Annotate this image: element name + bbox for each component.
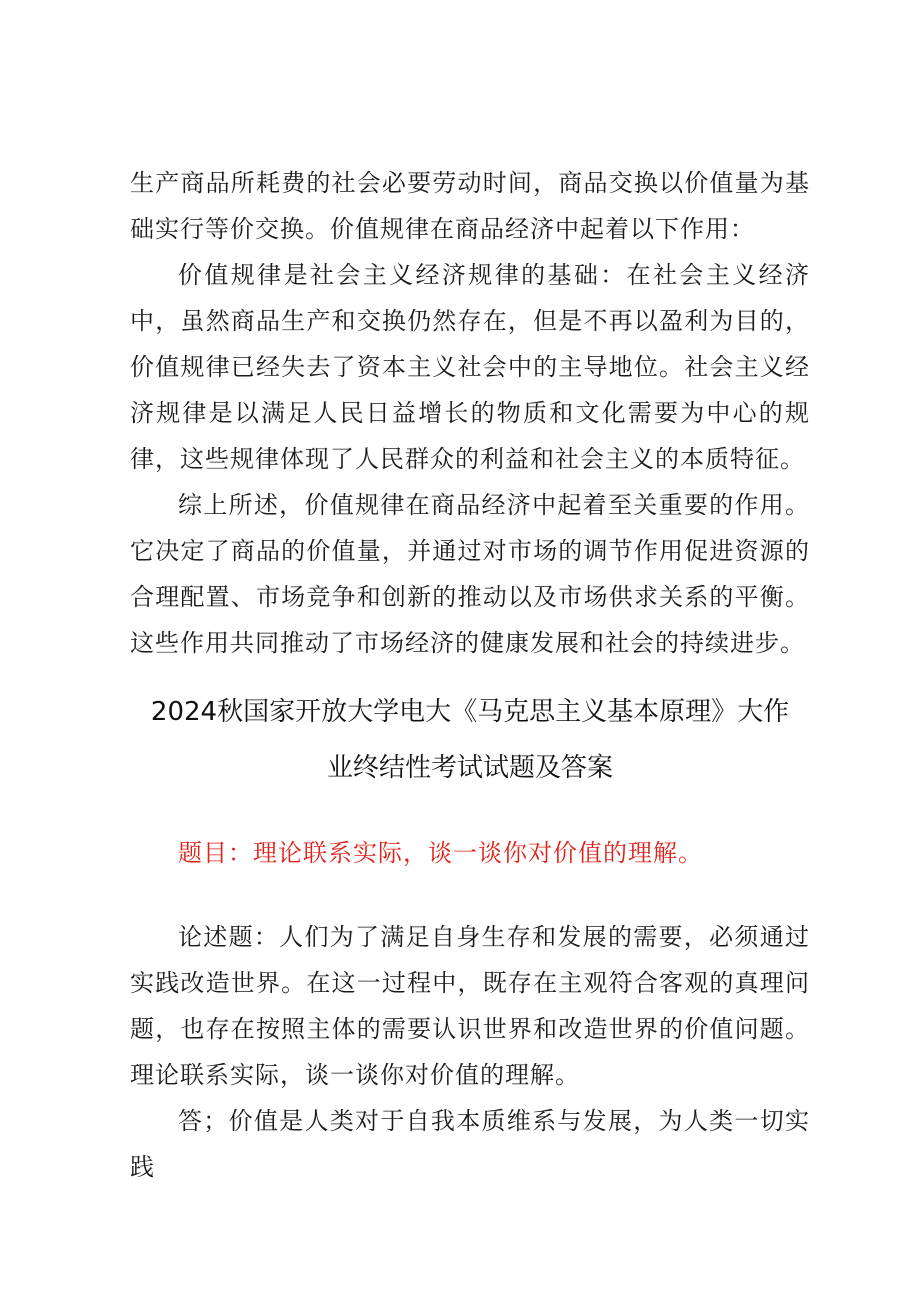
title-line-1: 2024秋国家开放大学电大《马克思主义基本原理》大作 — [150, 697, 790, 727]
question-heading: 题目：理论联系实际，谈一谈你对价值的理解。 — [178, 839, 703, 867]
paragraph-value-law-socialism: 价值规律是社会主义经济规律的基础：在社会主义经济中，虽然商品生产和交换仍然存在，但是不再以盈利为目的，价值规律已经失去了资本主义社会中的主导地位。社会主义经济规律是以满足人民日益增长的物质和文化需要为中心的规律，这些规律体现了人民群众的利益和社会主义的本质特征。 — [130, 261, 810, 473]
paragraph-essay-prompt: 论述题：人们为了满足自身生存和发展的需要，必须通过实践改造世界。在这一过程中，既存在主观符合客观的真理问题，也存在按照主体的需要认识世界和改造世界的价值问题。理论联系实际，谈一谈你对价值的理解。 — [130, 923, 810, 1089]
title-line-2: 业终结性考试试题及答案 — [326, 753, 613, 783]
document-title — [110, 684, 830, 796]
paragraph-continued: 生产商品所耗费的社会必要劳动时间，商品交换以价值量为基础实行等价交换。价值规律在商品经济中起着以下作用： — [130, 169, 810, 243]
paragraph-answer: 答；价值是人类对于自我本质维系与发展，为人类一切实践 — [130, 1107, 810, 1181]
paragraph-summary: 综上所述，价值规律在商品经济中起着至关重要的作用。它决定了商品的价值量，并通过对市场的调节作用促进资源的合理配置、市场竞争和创新的推动以及市场供求关系的平衡。这些作用共同推动了市场经济的健康发展和社会的持续进步。 — [130, 491, 810, 657]
